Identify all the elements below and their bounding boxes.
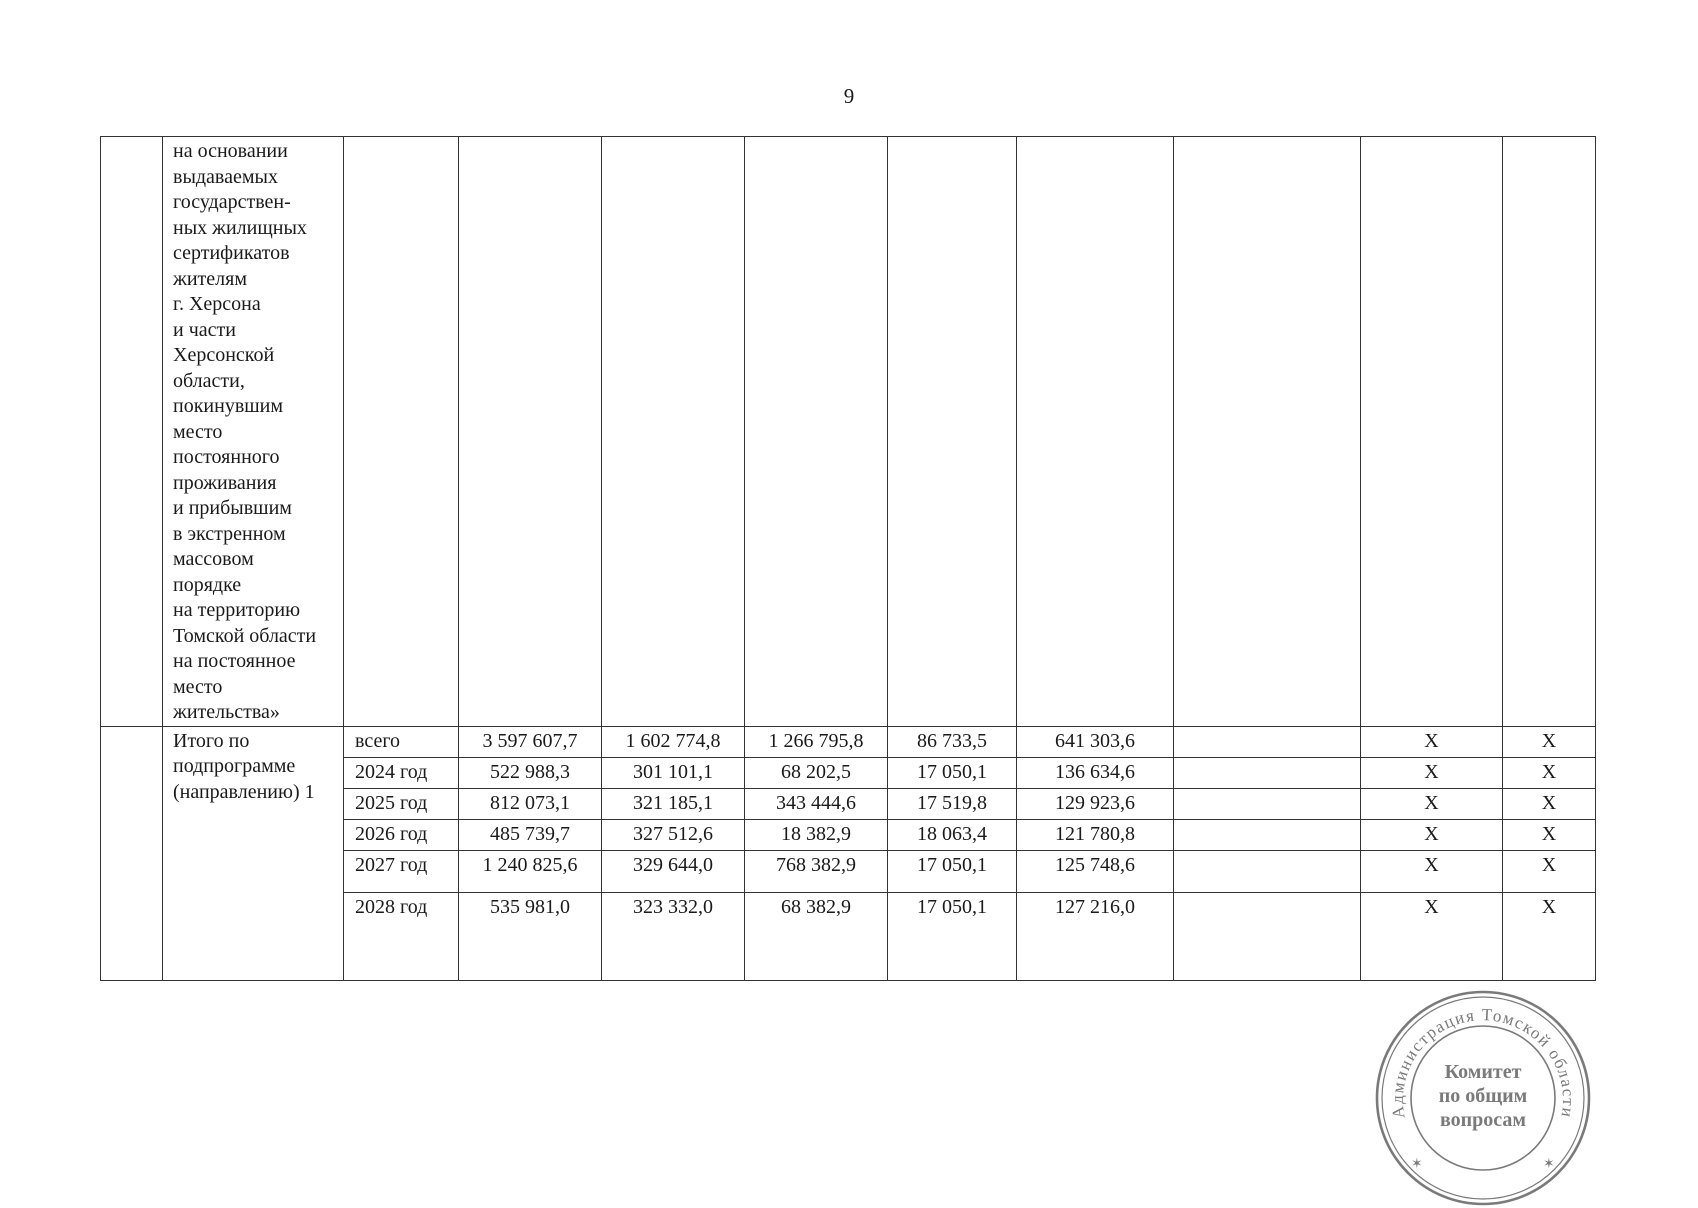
number-cell: [101, 137, 163, 727]
value-cell: 3 597 607,7: [459, 726, 602, 757]
description-line: проживания: [173, 471, 277, 494]
empty-cell: [344, 137, 459, 727]
value-cell: 1 240 825,6: [459, 850, 602, 892]
value-cell: 812 073,1: [459, 788, 602, 819]
period-cell: 2027 год: [344, 850, 459, 892]
description-line: сертификатов: [173, 242, 290, 264]
stamp-center-line: вопросам: [1439, 1109, 1527, 1131]
period-cell: 2025 год: [344, 788, 459, 819]
empty-cell: [1174, 137, 1361, 727]
x-mark-cell: X: [1361, 892, 1503, 980]
stamp-center-line: Комитет: [1444, 1061, 1522, 1083]
description-line: государствен-: [173, 191, 291, 213]
value-cell: 17 519,8: [888, 788, 1017, 819]
value-cell: 136 634,6: [1017, 757, 1174, 788]
star-icon: ✶: [1543, 1157, 1555, 1172]
description-line: на основании: [173, 140, 288, 162]
value-cell: [1174, 757, 1361, 788]
value-cell: 17 050,1: [888, 757, 1017, 788]
value-cell: 86 733,5: [888, 726, 1017, 757]
budget-table: [100, 136, 1596, 981]
value-cell: 1 266 795,8: [745, 726, 888, 757]
description-line: покинувшим: [173, 395, 284, 417]
stamp-center-line: по общим: [1438, 1085, 1528, 1107]
value-cell: [1174, 819, 1361, 850]
description-line: и прибывшим: [173, 497, 292, 519]
x-mark-cell: X: [1503, 788, 1596, 819]
description-line: жителям: [173, 267, 247, 290]
page-number: 9: [843, 84, 855, 108]
empty-cell: [1503, 137, 1596, 727]
empty-cell: [888, 137, 1017, 727]
value-cell: [1174, 726, 1361, 757]
description-line: постоянного: [173, 446, 280, 468]
x-mark-cell: X: [1361, 726, 1503, 757]
value-cell: 768 382,9: [745, 850, 888, 892]
description-line: массовом: [173, 548, 254, 570]
value-cell: 68 382,9: [745, 892, 888, 980]
x-mark-cell: X: [1361, 788, 1503, 819]
description-line: Херсонской: [173, 344, 275, 366]
description-line: место: [173, 420, 223, 443]
value-cell: 323 332,0: [602, 892, 745, 980]
description-cell: [163, 137, 344, 727]
value-cell: 641 303,6: [1017, 726, 1174, 757]
x-mark-cell: X: [1503, 726, 1596, 757]
value-cell: 485 739,7: [459, 819, 602, 850]
value-cell: 321 185,1: [602, 788, 745, 819]
empty-cell: [602, 137, 745, 727]
description-line: жительства»: [173, 701, 280, 723]
official-stamp: [1373, 988, 1593, 1208]
description-line: на территорию: [173, 599, 301, 621]
empty-cell: [745, 137, 888, 727]
value-cell: 68 202,5: [745, 757, 888, 788]
value-cell: 343 444,6: [745, 788, 888, 819]
value-cell: 329 644,0: [602, 850, 745, 892]
empty-cell: [1361, 137, 1503, 727]
value-cell: 301 101,1: [602, 757, 745, 788]
value-cell: 18 063,4: [888, 819, 1017, 850]
value-cell: 522 988,3: [459, 757, 602, 788]
empty-cell: [1017, 137, 1174, 727]
description-line: г. Херсона: [173, 293, 261, 315]
value-cell: 129 923,6: [1017, 788, 1174, 819]
description-line: области,: [173, 369, 245, 392]
description-line: место: [173, 675, 223, 698]
value-cell: 535 981,0: [459, 892, 602, 980]
period-cell: 2026 год: [344, 819, 459, 850]
x-mark-cell: X: [1503, 757, 1596, 788]
star-icon: ✶: [1411, 1157, 1423, 1172]
x-mark-cell: X: [1361, 757, 1503, 788]
value-cell: [1174, 892, 1361, 980]
value-cell: 125 748,6: [1017, 850, 1174, 892]
x-mark-cell: X: [1503, 819, 1596, 850]
x-mark-cell: X: [1361, 819, 1503, 850]
period-cell: 2028 год: [344, 892, 459, 980]
x-mark-cell: X: [1503, 892, 1596, 980]
description-row: [101, 137, 1596, 727]
value-cell: 17 050,1: [888, 850, 1017, 892]
value-cell: 1 602 774,8: [602, 726, 745, 757]
value-cell: 327 512,6: [602, 819, 745, 850]
description-line: порядке: [173, 573, 242, 596]
period-cell: 2024 год: [344, 757, 459, 788]
summary-label-line: подпрограмме: [173, 755, 296, 777]
stamp-ring-text: Администрация Томской области: [1387, 1005, 1579, 1120]
summary-label-line: Итого по: [173, 729, 250, 752]
description-line: в экстренном: [173, 522, 286, 545]
number-cell: [101, 726, 163, 980]
x-mark-cell: X: [1503, 850, 1596, 892]
value-cell: 127 216,0: [1017, 892, 1174, 980]
table-row: [101, 726, 1596, 757]
value-cell: [1174, 850, 1361, 892]
x-mark-cell: X: [1361, 850, 1503, 892]
description-line: выдаваемых: [173, 165, 278, 188]
value-cell: [1174, 788, 1361, 819]
summary-label-cell: [163, 726, 344, 980]
summary-label-line: (направлению) 1: [173, 780, 315, 803]
value-cell: 17 050,1: [888, 892, 1017, 980]
description-line: Томской области: [173, 624, 317, 647]
description-line: на постоянное: [173, 650, 296, 672]
description-line: ных жилищных: [173, 216, 307, 239]
period-cell: всего: [344, 726, 459, 757]
value-cell: 121 780,8: [1017, 819, 1174, 850]
description-line: и части: [173, 318, 236, 341]
value-cell: 18 382,9: [745, 819, 888, 850]
empty-cell: [459, 137, 602, 727]
